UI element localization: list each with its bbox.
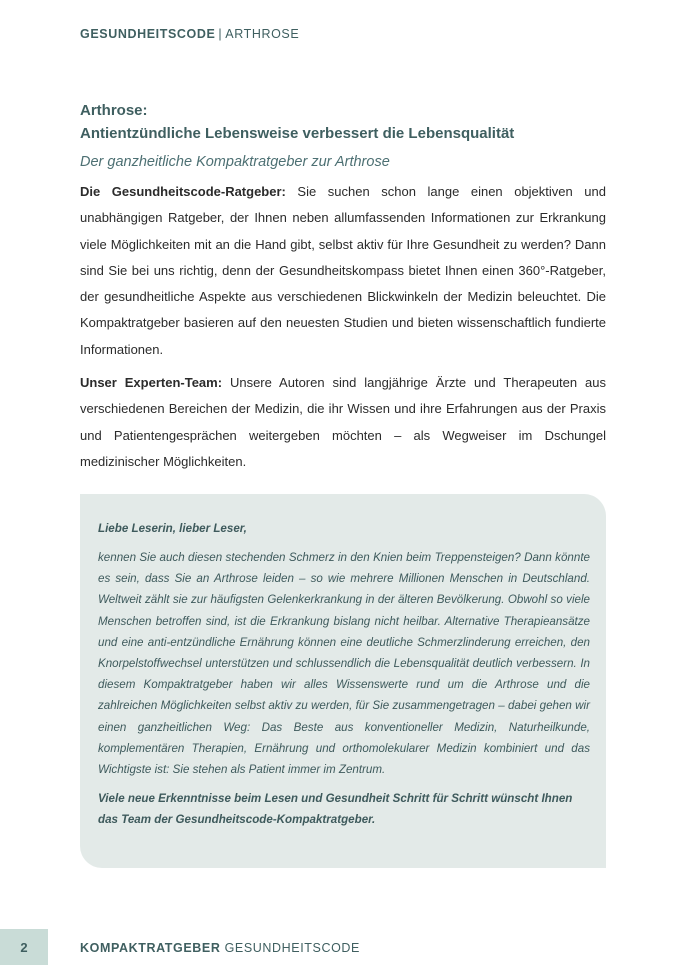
paragraph-lead: Unser Experten-Team: — [80, 375, 223, 391]
paragraph-experten-team — [80, 370, 606, 475]
footer-label-regular: GESUNDHEITSCODE — [224, 941, 360, 955]
paragraph-text: Sie suchen schon lange einen objektiven und unabhängigen Ratgeber, der Ihnen neben allumfassenden Informationen zur Erkrankung viele Möglichkeiten mit an die Hand gibt, selbst aktiv für Ihre Gesundheit zu werden? Dann sind Sie bei uns richtig, denn der Gesundheitskompass bietet Ihnen einen 360°-Ratgeber, der gesundheitliche Aspekte aus verschiedenen Blickwinkeln der Medizin beleuchtet. Die Kompaktratgeber basieren auf den neuesten Studien und bieten wissenschaftlich fundierte Informationen. — [80, 184, 606, 357]
page-number: 2 — [0, 929, 48, 965]
footer-label-bold: KOMPAKTRATGEBER — [80, 941, 221, 955]
article-title-line2: Antientzündliche Lebensweise verbessert die Lebensqualität — [80, 125, 515, 142]
header-section: GESUNDHEITSCODE — [80, 27, 216, 41]
paragraph-text: Unsere Autoren sind langjährige Ärzte und Therapeuten aus verschiedenen Bereichen der Medizin, die ihr Wissen und ihre Erfahrungen aus der Praxis und Patientengesprächen weitergeben möchten – als Wegweiser im Dschungel medizinischer Möglichkeiten. — [80, 375, 606, 469]
article-title — [80, 99, 606, 145]
running-header — [80, 27, 299, 41]
article — [80, 99, 606, 475]
paragraph-ratgeber — [80, 179, 606, 363]
header-topic: ARTHROSE — [225, 27, 300, 41]
running-footer — [80, 941, 360, 955]
letter-closing: Viele neue Erkenntnisse beim Lesen und Gesundheit Schritt für Schritt wünscht Ihnen das Team der Gesundheitscode-Kompaktratgeber. — [98, 792, 573, 827]
article-subtitle: Der ganzheitliche Kompaktratgeber zur Arthrose — [80, 154, 390, 170]
article-title-line1: Arthrose: — [80, 102, 148, 119]
paragraph-lead: Die Gesundheitscode-Ratgeber: — [80, 184, 286, 199]
header-separator: | — [218, 27, 223, 41]
letter-salutation: Liebe Leserin, lieber Leser, — [98, 522, 247, 535]
letter-body: kennen Sie auch diesen stechenden Schmerz in den Knien beim Treppensteigen? Dann könnte es sein, dass Sie an Arthrose leiden – so wie mehrere Millionen Menschen in Deutschland. Weltweit zählt sie zur häufigsten Gelenkerkrankung in der älteren Bevölkerung. Obwohl so viele Menschen betroffen sind, ist die Erkrankung bislang nicht heilbar. Alternative Therapieansätze und eine anti-entzündliche Ernährung können eine deutliche Schmerzlinderung erreichen, den Knorpelstoffwechsel unterstützen und schlussendlich die Lebensqualität deutlich verbessern. In diesem Kompaktratgeber haben wir alles Wissenswerte rund um die Arthrose und die zahlreichen Möglichkeiten selbst aktiv zu werden, für Sie zusammengetragen – dabei gehen wir einen ganzheitlichen Weg: Das Beste aus konventioneller Medizin, Naturheilkunde, komplementären Therapien, Ernährung und orthomolekularer Medizin kombiniert und das Wichtigste ist: Sie stehen als Patient immer im Zentrum. — [98, 551, 590, 777]
reader-letter-box — [80, 494, 606, 868]
